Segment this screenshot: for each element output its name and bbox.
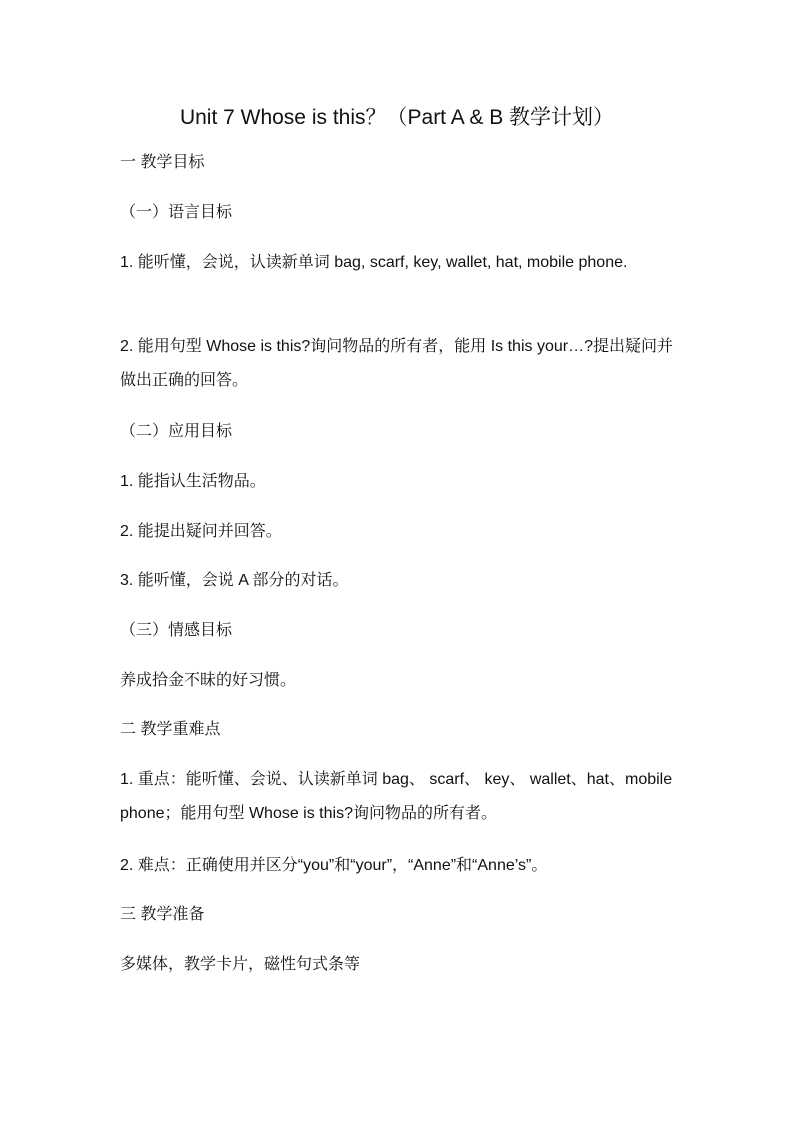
application-goal-item-2: 2. 能提出疑问并回答。 xyxy=(120,523,282,540)
difficult-point-text: 2. 难点：正确使用并区分“you”和“your”，“Anne”和“Anne’s”。 xyxy=(120,857,548,874)
document-title: Unit 7 Whose is this？（Part A & B 教学计划） xyxy=(179,106,615,129)
section-heading-key-difficult-points: 二 教学重难点 xyxy=(120,721,221,738)
application-goal-item-3: 3. 能听懂，会说 A 部分的对话。 xyxy=(120,572,349,589)
emotion-goal-text: 养成拾金不昧的好习惯。 xyxy=(120,672,297,689)
section-heading-teaching-goals: 一 教学目标 xyxy=(120,154,205,171)
section-heading-teaching-preparation: 三 教学准备 xyxy=(120,906,205,923)
subheading-application-goals: （二）应用目标 xyxy=(120,423,233,440)
key-point-text: 1. 重点：能听懂、会说、认读新单词 bag、 scarf、 key、 wallet、hat、mobile phone；能用句型 Whose is this?询问物品的所有者。 xyxy=(120,771,673,822)
subheading-emotion-goals: （三）情感目标 xyxy=(120,622,233,639)
language-goal-item-1: 1. 能听懂，会说，认读新单词 bag, scarf, key, wallet, hat, mobile phone. xyxy=(120,254,628,271)
preparation-text: 多媒体，教学卡片，磁性句式条等 xyxy=(120,956,361,973)
subheading-language-goals: （一）语言目标 xyxy=(120,204,233,221)
application-goal-item-1: 1. 能指认生活物品。 xyxy=(120,473,266,490)
language-goal-item-2: 2. 能用句型 Whose is this?询问物品的所有者，能用 Is this your…?提出疑问并做出正确的回答。 xyxy=(120,338,673,389)
